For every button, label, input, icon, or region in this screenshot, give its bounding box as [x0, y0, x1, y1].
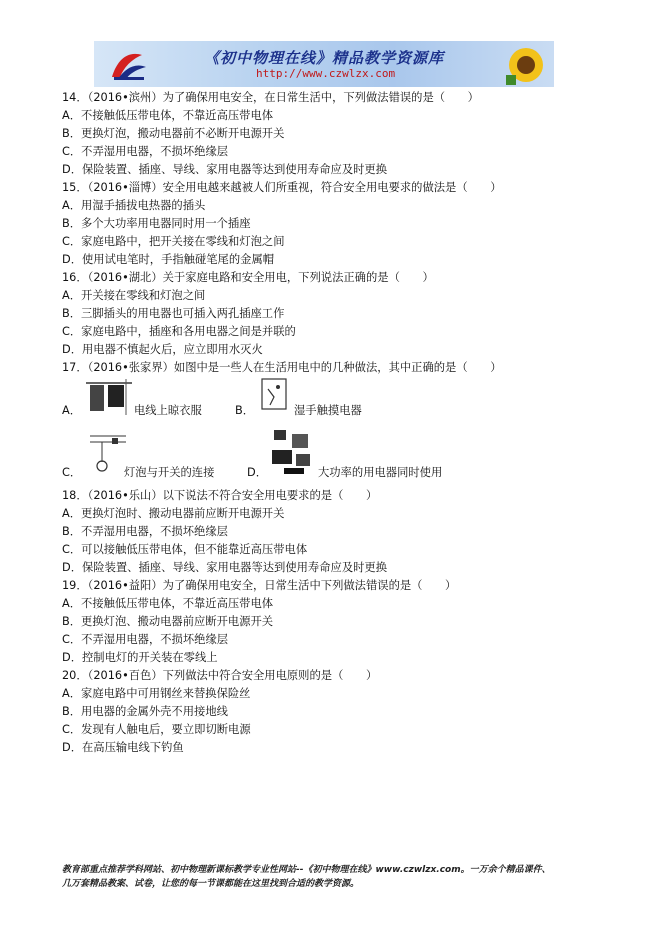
- q16-option-b: B．三脚插头的用电器也可插入两孔插座工作: [62, 307, 285, 320]
- q19-stem: 19．（2016•益阳）为了确保用电安全，日常生活中下列做法错误的是（ ）: [62, 579, 457, 592]
- sunflower-icon: [504, 45, 548, 85]
- q20-stem: 20．（2016•百色）下列做法中符合安全用电原则的是（ ）: [62, 669, 378, 682]
- footer-line-1: 教育部重点推荐学科网站、初中物理新课标教学专业性网站--《初中物理在线》www.czwlzx.com。一万余个精品课件、: [62, 865, 551, 875]
- q16-stem: 16．（2016•湖北）关于家庭电路和安全用电，下列说法正确的是（ ）: [62, 271, 434, 284]
- q19-option-a: A．不接触低压带电体，不靠近高压带电体: [62, 597, 274, 610]
- q18-option-d: D．保险装置、插座、导线、家用电器等达到使用寿命应及时更换: [62, 561, 388, 574]
- q20-option-a: A．家庭电路中可用钢丝来替换保险丝: [62, 687, 251, 700]
- q16-option-c: C．家庭电路中，插座和各用电器之间是并联的: [62, 325, 296, 338]
- question-list: [62, 89, 622, 377]
- q20-option-c: C．发现有人触电后，要立即切断电源: [62, 723, 251, 736]
- q19-option-d: D．控制电灯的开关装在零线上: [62, 651, 218, 664]
- q17-row-cd: [62, 426, 622, 482]
- q15-option-a: A．用湿手插拔电热器的插头: [62, 199, 206, 212]
- footer-line-2: 几万套精品教案、试卷，让您的每一节课都能在这里找到合适的教学资源。: [62, 879, 360, 889]
- q14-option-c: C．不弄湿用电器，不损坏绝缘层: [62, 145, 229, 158]
- q16-option-a: A．开关接在零线和灯泡之间: [62, 289, 206, 302]
- wet-hand-touching-appliance-icon: [258, 375, 292, 413]
- q20-option-d: D．在高压输电线下钓鱼: [62, 741, 184, 754]
- q14-option-b: B．更换灯泡，搬动电器前不必断开电源开关: [62, 127, 285, 140]
- q17-a-letter: A．: [62, 404, 82, 417]
- q17-c-text: 灯泡与开关的连接: [124, 466, 215, 479]
- q17-row-ab: [62, 373, 622, 423]
- q19-option-b: B．更换灯泡、搬动电器前应断开电源开关: [62, 615, 274, 628]
- clothes-on-wire-icon: [86, 379, 132, 415]
- q17-a-text: 电线上晾衣服: [134, 404, 202, 417]
- q14-option-a: A．不接触低压带电体，不靠近高压带电体: [62, 109, 274, 122]
- header-banner: [94, 41, 554, 87]
- q18-option-c: C．可以接触低压带电体，但不能靠近高压带电体: [62, 543, 308, 556]
- q17-d-letter: D．: [247, 466, 267, 479]
- header-title: 《初中物理在线》精品教学资源库: [204, 49, 445, 67]
- q20-option-b: B．用电器的金属外壳不用接地线: [62, 705, 228, 718]
- q17-b-text: 湿手触摸电器: [294, 404, 362, 417]
- q17-d-text: 大功率的用电器同时使用: [318, 466, 443, 479]
- q15-stem: 15．（2016•淄博）安全用电越来越被人们所重视，符合安全用电要求的做法是（ ）: [62, 181, 502, 194]
- many-appliances-on-socket-icon: [268, 426, 318, 476]
- header-url[interactable]: http://www.czwlzx.com: [256, 67, 396, 80]
- site-logo-icon: [108, 47, 148, 83]
- bulb-switch-circuit-icon: [90, 430, 126, 474]
- q18-option-b: B．不弄湿用电器，不损坏绝缘层: [62, 525, 228, 538]
- q17-b-letter: B．: [235, 404, 255, 417]
- q18-stem: 18．（2016•乐山）以下说法不符合安全用电要求的是（ ）: [62, 489, 378, 502]
- q16-option-d: D．用电器不慎起火后，应立即用水灭火: [62, 343, 263, 356]
- q15-option-c: C．家庭电路中，把开关接在零线和灯泡之间: [62, 235, 285, 248]
- q14-stem: 14．（2016•滨州）为了确保用电安全，在日常生活中，下列做法错误的是（ ）: [62, 91, 479, 104]
- q17-stem: 17．（2016•张家界）如图中是一些人在生活用电中的几种做法，其中正确的是（ ）: [62, 361, 502, 374]
- q15-option-d: D．使用试电笔时，手指触碰笔尾的金属帽: [62, 253, 275, 266]
- q19-option-c: C．不弄湿用电器，不损坏绝缘层: [62, 633, 229, 646]
- page-footer: [62, 863, 622, 891]
- question-list-continued: [62, 487, 622, 757]
- q15-option-b: B．多个大功率用电器同时用一个插座: [62, 217, 251, 230]
- q17-c-letter: C．: [62, 466, 82, 479]
- q18-option-a: A．更换灯泡时、搬动电器前应断开电源开关: [62, 507, 285, 520]
- q14-option-d: D．保险装置、插座、导线、家用电器等达到使用寿命应及时更换: [62, 163, 388, 176]
